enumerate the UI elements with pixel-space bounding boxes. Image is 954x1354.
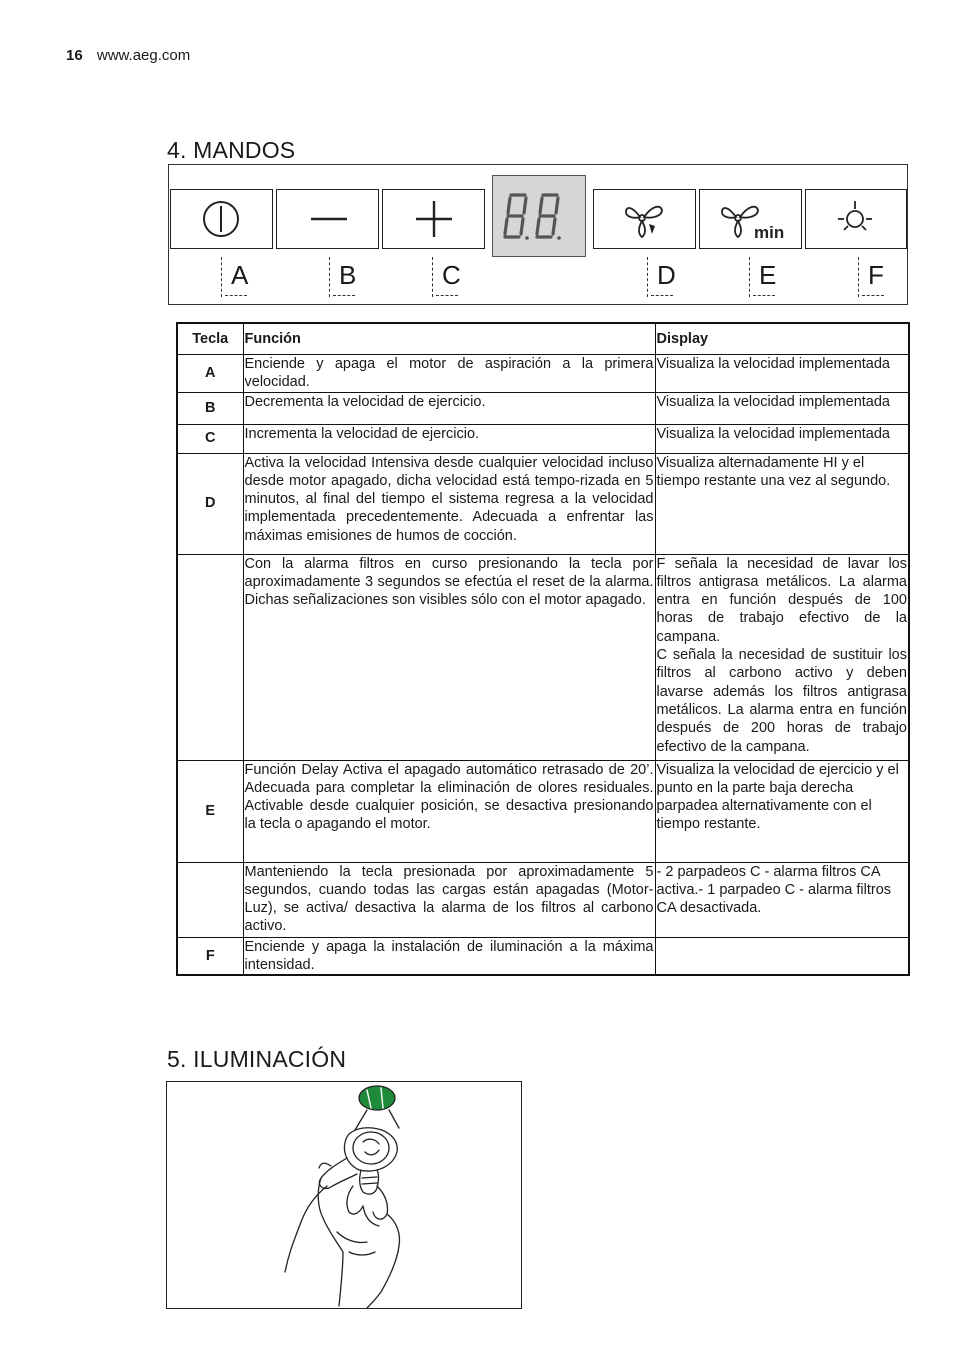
key-d-intensive [593, 189, 696, 249]
page-number: 16 [66, 47, 83, 64]
cell-function: Con la alarma filtros en curso presionando la tecla por aproximadamente 3 segundos se efectúa el reset de la alarma. Dichas señalizaciones son visibles sólo con el motor apagado. [243, 554, 655, 760]
cell-display: Visualiza la velocidad de ejercicio y el punto en la parte baja derecha parpadea alternativamente con el tiempo restante. [655, 760, 909, 862]
underline-a [225, 295, 247, 296]
cell-key [177, 554, 243, 760]
cell-function: Enciende y apaga la instalación de iluminación a la máxima intensidad. [243, 937, 655, 975]
key-f-light [805, 189, 907, 249]
column-header-funcion: Función [243, 323, 655, 355]
cell-display: F señala la necesidad de lavar los filtros antigrasa metálicos. La alarma entra en función después de 100 horas de trabajo efectivo de la campana. C señala la necesidad de sustituir los filtros al carbono activo y deben lavarse además los filtros antigrasa metálicos. La alarma entra en función después de 200 horas de trabajo efectivo de la campana. [655, 554, 909, 760]
key-letter-a: A [231, 260, 249, 290]
table-header-row [177, 323, 909, 355]
cell-display: Visualiza alternadamente HI y el tiempo restante una vez al segundo. [655, 453, 909, 554]
cell-function: Activa la velocidad Intensiva desde cualquier velocidad incluso desde motor apagado, dicha velocidad está tempo-rizada en 5 minutos, al final del tiempo el sistema regresa a la velocidad implementada precedentemente. Adecuada a enfrentar las máximas emisiones de humos de cocción. [243, 453, 655, 554]
cell-key: E [177, 760, 243, 862]
page-header [66, 47, 190, 64]
indicator-line-e [749, 257, 750, 297]
table-row [177, 862, 909, 937]
table-row [177, 392, 909, 424]
underline-e [753, 295, 775, 296]
indicator-line-a [221, 257, 222, 297]
indicator-line-d [647, 257, 648, 297]
cell-key [177, 862, 243, 937]
led-display [492, 175, 586, 257]
cell-function: Incrementa la velocidad de ejercicio. [243, 424, 655, 453]
key-c-plus [382, 189, 485, 249]
fan-intensive-icon [594, 190, 697, 250]
cell-key: A [177, 355, 243, 393]
cell-function: Función Delay Activa el apagado automático retrasado de 20’. Adecuada para completar la eliminación de olores residuales. Activable desde cualquier posición, se desactiva presionando la tecla o apagando el motor. [243, 760, 655, 862]
cell-display: Visualiza la velocidad implementada [655, 392, 909, 424]
min-label: min [754, 223, 785, 242]
column-header-display: Display [655, 323, 909, 355]
cell-function: Enciende y apaga el motor de aspiración a la primera velocidad. [244, 356, 654, 391]
key-letter-d: D [657, 260, 676, 290]
cell-function: Decrementa la velocidad de ejercicio. [243, 392, 655, 424]
indicator-line-c [432, 257, 433, 297]
table-row [177, 760, 909, 862]
column-header-tecla: Tecla [177, 323, 243, 355]
power-icon [171, 190, 274, 250]
minus-icon [277, 190, 380, 250]
bulb-replacement-illustration [166, 1081, 522, 1309]
underline-b [333, 295, 355, 296]
key-b-minus [276, 189, 379, 249]
cell-display: Visualiza la velocidad implementada [655, 355, 909, 393]
key-letter-e: E [759, 260, 777, 290]
cell-key: F [177, 937, 243, 975]
control-panel-diagram [168, 164, 908, 305]
key-letter-c: C [442, 260, 461, 290]
key-letter-f: F [868, 260, 884, 290]
section-title-iluminacion: 5. ILUMINACIÓN [167, 1046, 347, 1072]
table-row [177, 453, 909, 554]
cell-function: Manteniendo la tecla presionada por aproximadamente 5 segundos, cuando todas las cargas están apagadas (Motor-Luz), se activa/ desactiva la alarma de los filtros al carbono activo. [243, 862, 655, 937]
cell-display: - 2 parpadeos C - alarma filtros CA activa.- 1 parpadeo C - alarma filtros CA desactivada. [655, 862, 909, 937]
cell-key: C [177, 424, 243, 453]
table-row [177, 937, 909, 975]
indicator-line-f [858, 257, 859, 297]
table-row [177, 554, 909, 760]
cell-display: Visualiza la velocidad implementada [655, 424, 909, 453]
cell-display [655, 937, 909, 975]
website: www.aeg.com [96, 47, 191, 64]
underline-c [436, 295, 458, 296]
light-bulb-icon [806, 190, 908, 250]
key-a-power [170, 189, 273, 249]
table-row [177, 355, 909, 393]
hand-holding-bulb-icon [167, 1082, 521, 1308]
key-letter-b: B [339, 260, 357, 290]
underline-d [651, 295, 673, 296]
key-e-delay [699, 189, 802, 249]
seven-segment-digits-icon [493, 176, 585, 256]
fan-min-icon [700, 190, 803, 250]
cell-key: D [177, 453, 243, 554]
cell-key: B [177, 392, 243, 424]
underline-f [862, 295, 884, 296]
section-title-mandos: 4. MANDOS [167, 137, 296, 163]
plus-icon [383, 190, 486, 250]
controls-function-table [176, 322, 910, 976]
indicator-line-b [329, 257, 330, 297]
table-row [177, 424, 909, 453]
